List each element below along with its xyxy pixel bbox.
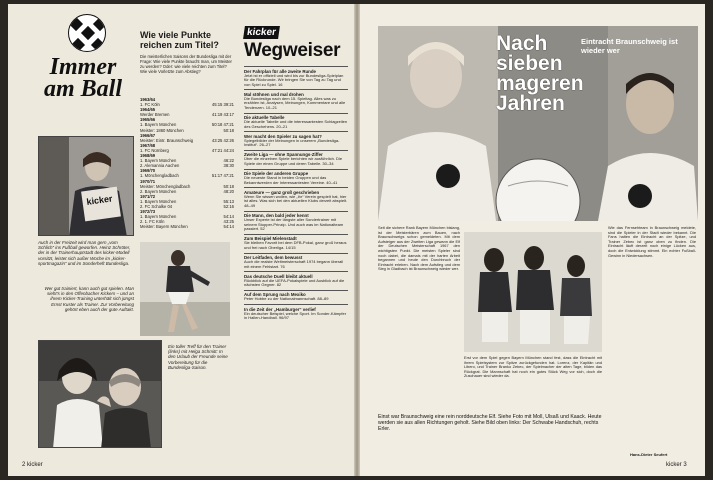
series-title: Immer am Ball [43,54,122,102]
table-cell-value: 48:20 [223,188,234,194]
table-cell-label: 2. 1. FC Köln [140,219,165,225]
table-row [140,224,234,229]
toc-item-heading: Zum Beispiel Mielenstadt [244,236,297,242]
wegweiser-title: Wegweiser [244,40,341,61]
table-cell-label: 1. Bayern München [140,198,177,204]
table-cell-label: 1968/69 [140,153,156,159]
toc-item-heading: Das deutsche Duell bleibt aktuell [244,273,313,279]
toc-item [244,150,348,169]
table-cell-label: 1965/66 [140,117,156,123]
table-cell-value: 55:13 [223,198,234,204]
table-cell-label: 1. Bayern München [140,214,177,220]
photo-team-trio [464,232,602,352]
toc-item [244,290,348,304]
toc-item-description: Spiegelbilder der Meinungen in unserem „Bundesliga-Institut“. 26–27 [244,137,340,148]
article-headline: Nach sieben mageren Jahren [496,32,584,115]
table-cell-value: 47:21 44:24 [211,147,234,153]
table-cell-label: 1. FC Nürnberg [140,147,169,153]
page-number: 2 kicker [22,462,43,468]
toc-item-description: Die Bundesliga nach dem 15. Spieltag. Alles was zu erzählen ist, Analysen, Meinungen, Kommentare und alle Tendenzen. 10–21 [244,95,346,110]
toc-item-heading: In die Zeit der „Hamburger“ verlief [244,306,316,312]
table-cell-value: 54:14 [223,214,234,220]
table-cell-label: 2. Bayern München [140,188,177,194]
photo-couple [38,340,162,448]
toc-item-heading: Zweite Liga — ohne Spannungs-Ziffer [244,152,323,158]
table-cell-label: Meister: Eintr. Braunschweig [140,137,194,143]
table-cell-label: 1. Mönchengladbach [140,173,179,179]
table-cell-value: 46:22 [223,158,234,164]
toc-item-heading: Der Fahrplan für alle zweite Runde [244,68,316,74]
toc-item-description: Sie bleiben Favorit bei dem DFB-Pokal, ganz groß heraus und frei nach Oberliga. 14/15 [244,240,347,250]
table-cell-label: 1966/67 [140,132,156,138]
toc-item [244,271,348,290]
toc-item-description: Peter Hobbe zu der Nationalmannschaft. 88–89 [244,296,329,302]
toc-item-heading: Auf dem Sprung nach Mexiko [244,292,306,298]
table-cell-label: 2. FC Schalke 04 [140,203,173,209]
toc-item-heading: Wer macht den Spieler zu sagen hat? [244,133,322,139]
article-body-col-3: Wie das Fernsehteam in Braunschweig meldete, sind die Spieler in der Stadt wieder bekannt. Die Fans halten die Eintracht an der Spitze, und Trainer Zebec ist ganz oben zu finden. Die Eintracht läuft derzeit noch einige Lücken aus, doch die Entwicklung stimmt. Ein echter Fußball-Gewinn in Niedersachsen. [608,226,696,258]
table-cell-value: 54:14 [223,224,234,230]
table-cell-label: 1. FC Köln [140,102,160,108]
article-body-col-2: Erst vor dem Spiel gegen Bayern München stand fest, dass die Eintracht mit ihrem Spielsystem zur Spitze zurückgefunden hat. Lorenz, der Kapitän und Libero, und Trainer Branko Zebec, der Spielmacher der alten Tage, bilden das Rückgrat. Die Mannschaft hat noch ein gutes Stück Weg vor sich, doch die Zuschauer sind wieder da. [464,356,602,379]
table-cell-label: Meister: Bayern München [140,224,188,230]
points-table [140,97,234,229]
article-author: Hans-Dieter Seufert [630,452,668,457]
toc-item-description: Wenn Sie wissen wollen, wie „ihr“ Verein gespielt hat, hier ist alles. Was sich bei den aktuellen Klubs derzeit abspielt. 48–49 [244,193,348,208]
table-cell-label: 1. Bayern München [140,158,177,164]
toc-item-heading: Die aktuelle Tabelle [244,115,285,121]
table-cell-value: 38:30 [223,163,234,169]
table-cell-value: 41:19 43:17 [211,112,234,118]
toc-item [244,234,348,253]
quiz-intro: Die meisterlichen Saisons der Bundesliga mit der Frage: Wie viele Punkte braucht man, um Meister zu werden? Oder: wie viele reichten zum Titel? Wie viele Vorletzte zum Abstieg? [140,54,232,74]
table-cell-value: 45:15 39:21 [211,102,234,108]
magazine-spread [8,4,705,476]
table-cell-label: 1963/64 [140,97,156,102]
toc-item [244,89,348,112]
toc-item-heading: Amateure — ganz groß geschrieben [244,189,320,195]
right-page [360,4,705,476]
table-cell-label: Werder Bremen [140,112,170,118]
toc-item [244,187,348,210]
table-cell-label: 1970/71 [140,178,156,184]
toc-item [244,211,348,234]
toc-item-heading: Die Spiele der anderen Gruppe [244,171,309,177]
table-cell-label: 1972/73 [140,209,156,215]
article-dek: Eintracht Braunschweig ist wieder wer [581,37,678,55]
table-cell-value: 43:25 [223,219,234,225]
toc-item-description: Über die einzelnen Spiele berichten wir ausführlich. Die Spiele der einen Gruppe und deren Tabelle. 30–34 [244,156,343,167]
photo-caption: Einst war Braunschweig eine rein norddeutsche Elf. Siehe Foto mit Moll, Ulsaß und Kaack. Heute werden sie aus allen Richtungen geholt. Siehe Bild oben links: Der Schwabe Handschuh, rechts Erler. [378,414,602,432]
toc-item-description: Auch die realste Weltmeisterschaft 1974 begann überall mit einem Fehlstart. 76 [244,259,344,269]
table-cell-value: 43:25 42:26 [211,137,234,143]
toc-item-description: Die aktuelle Tabelle und die interessantesten Schlagzeilen des Geschehens. 20–21 [244,119,348,129]
table-cell-label: 2. Alemannia Aachen [140,163,180,169]
table-cell-label: 1967/68 [140,142,156,148]
caption-couple: Ein toller Treff für den Trainer (links) mit Helga Schmitt: In den Urlaub der Freunde seine Vorbereitung für die Bundesliga-Saison. [168,344,228,370]
toc-item-description: Die neueste Stand in beiden Gruppen und das Bekanntwerden der Interessantesten Vereine. 40–41 [244,175,338,185]
toc-item-description: Jetzt ist er offiziell und wird bis zur Bundesliga-Spielplan für die Rückrunde. Wir bringen Sie von Tag zu Tag und von Spiel zu Spiel. 16 [244,72,344,87]
photo-reader-with-kicker [38,136,134,236]
toc-item [244,169,348,188]
table-cell-label: Meister: 1860 München [140,127,184,133]
table-cell-value: 50:18 [223,127,234,133]
article-body-col-1: Seit die sichere Rank Bayern München bislang, ist der Meisterbären zum Bauen, nach Braunschweigs schon gemeldeten. Mit dem Aufsteiger aus der Zweiten Liga gewann die Elf der Deutschen Meisterschaft 1967 den wichtigsten Punkt. Die meisten Spieler sind noch dabei, die damals mit der harten Arbeit begannen und heute den Durchbruch der Eintracht erleben. Nach dem Aufstieg und dem Sieg in Gladbach ist Braunschweig wieder wer. [378,226,460,272]
caption-reader: Auch in der Freizeit wird man gern „vom Schlich“ ins Fußball geworfen. Heinz Schröter, der in der Trainerhauptstadt des kicker-Modell vorsitzt, leistet sich außer Woche im „kicker-sportmagazin“ und im Sonderheft Bundesliga. [38,240,131,266]
toc-item-description: Unser Experte ist der längste aller Sondertrainer mit seinem Stopper-Prinzip. Und auch was im Nationalteam passiert. 52 [244,217,344,232]
svg-text:kicker: kicker [85,193,114,207]
toc-item-description: Ein deutscher Beispiel, welche Sport. Im Sonder-Kämpfer in Hallen-Handball. 96/97 [244,310,347,321]
toc-item [244,66,348,89]
table-cell-value: 51:17 47:21 [211,173,234,179]
toc-item [244,304,348,323]
page-number: kicker 3 [666,462,687,468]
toc-item [244,113,348,132]
photo-player [140,242,230,336]
toc-item-description: Rückblick auf die UEFA-Pokalspiele und Ausblick auf die nächsten Gegner. 82 [244,277,345,288]
table-cell-label: 1969/70 [140,168,156,174]
table-of-contents [244,66,348,323]
quiz-title: Wie viele Punkte reichen zum Titel? [140,30,219,50]
left-page [8,4,354,476]
caption-player: Wer gut trainiert, kann auch gut spielen. Man sieht's in den Offenbacher Kickers – und an ihrem Kicker-Training unterhält sich jüngst Ernst Kuster als Trainer. Zur Vorbereitung gehört eben auch der gute Auftakt. [44,286,134,312]
table-cell-label: Meister: Mönchengladbach [140,183,191,189]
football-icon [68,14,106,52]
toc-item-heading: Der Leitfaden, dem bewusst [244,255,303,261]
toc-item [244,253,348,272]
toc-item [244,131,348,150]
kicker-logo: kicker [243,26,280,39]
table-cell-value: 52:16 [223,203,234,209]
table-cell-label: 1971/72 [140,193,156,199]
table-cell-value: 50:18 [223,183,234,189]
toc-item-heading: Mal stöhnen und mal drohen [244,91,304,97]
toc-item-heading: Die Mann, den bald jeder kennt [244,213,309,219]
table-cell-label: 1964/65 [140,107,156,113]
table-cell-label: 1. Bayern München [140,122,177,128]
table-cell-value: 50:18 47:21 [211,122,234,128]
